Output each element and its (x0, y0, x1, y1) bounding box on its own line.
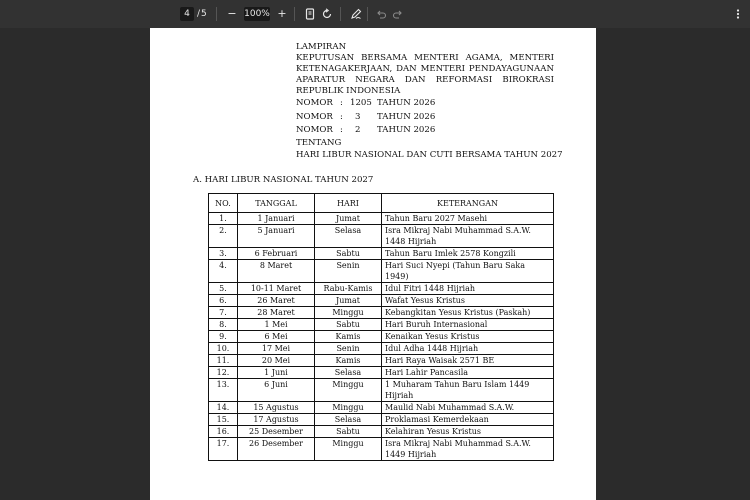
cell-keterangan: Wafat Yesus Kristus (382, 295, 554, 307)
page-separator: / (197, 9, 201, 19)
cell-no: 3. (209, 248, 238, 260)
cell-no: 6. (209, 295, 238, 307)
cell-keterangan: Kenaikan Yesus Kristus (382, 331, 554, 343)
nomor-colon: : (340, 112, 343, 122)
cell-hari: Sabtu (315, 248, 382, 260)
decree-title-line: KEPUTUSAN BERSAMA MENTERI AGAMA, MENTERI (296, 53, 554, 63)
cell-no: 16. (209, 426, 238, 438)
cell-hari: Senin (315, 260, 382, 283)
table-row (209, 343, 554, 355)
cell-no: 13. (209, 379, 238, 402)
header-hari: HARI (315, 194, 382, 213)
cell-no: 11. (209, 355, 238, 367)
cell-hari: Jumat (315, 213, 382, 225)
redo-icon[interactable] (392, 8, 404, 20)
decree-subject: HARI LIBUR NASIONAL DAN CUTI BERSAMA TAHUN 2027 (296, 150, 563, 160)
table-row (209, 379, 554, 402)
table-row (209, 402, 554, 414)
cell-no: 17. (209, 438, 238, 461)
table-row (209, 426, 554, 438)
cell-no: 9. (209, 331, 238, 343)
cell-tanggal: 6 Mei (238, 331, 315, 343)
nomor-colon: : (340, 98, 343, 108)
cell-tanggal: 28 Maret (238, 307, 315, 319)
cell-keterangan: Kebangkitan Yesus Kristus (Paskah) (382, 307, 554, 319)
cell-keterangan: Idul Fitri 1448 Hijriah (382, 283, 554, 295)
table-row (209, 414, 554, 426)
decree-title-line: APARATUR NEGARA DAN REFORMASI BIROKRASI (296, 75, 554, 85)
nomor-year: TAHUN 2026 (377, 98, 436, 108)
toolbar-divider (216, 7, 217, 21)
nomor-number: 2 (355, 125, 361, 135)
table-row (209, 355, 554, 367)
cell-hari: Minggu (315, 379, 382, 402)
holiday-table (208, 193, 554, 461)
cell-no: 7. (209, 307, 238, 319)
tentang-label: TENTANG (296, 138, 342, 148)
cell-no: 15. (209, 414, 238, 426)
decree-title-line: REPUBLIK INDONESIA (296, 86, 401, 96)
fit-page-icon[interactable] (304, 8, 316, 20)
cell-no: 8. (209, 319, 238, 331)
cell-no: 1. (209, 213, 238, 225)
cell-tanggal: 1 Januari (238, 213, 315, 225)
cell-no: 12. (209, 367, 238, 379)
current-page-input[interactable]: 4 (180, 7, 194, 21)
section-title: A. HARI LIBUR NASIONAL TAHUN 2027 (193, 175, 374, 185)
cell-tanggal: 17 Mei (238, 343, 315, 355)
cell-keterangan: Hari Suci Nyepi (Tahun Baru Saka 1949) (382, 260, 554, 283)
cell-tanggal: 25 Desember (238, 426, 315, 438)
cell-hari: Minggu (315, 307, 382, 319)
cell-keterangan: Proklamasi Kemerdekaan (382, 414, 554, 426)
table-row (209, 283, 554, 295)
toolbar-divider (367, 7, 368, 21)
rotate-icon[interactable] (321, 8, 333, 20)
nomor-label: NOMOR (296, 125, 333, 135)
cell-hari: Senin (315, 343, 382, 355)
cell-tanggal: 15 Agustus (238, 402, 315, 414)
table-row (209, 295, 554, 307)
cell-no: 14. (209, 402, 238, 414)
cell-keterangan: Tahun Baru Imlek 2578 Kongzili (382, 248, 554, 260)
table-row (209, 260, 554, 283)
cell-tanggal: 8 Maret (238, 260, 315, 283)
table-row (209, 331, 554, 343)
nomor-year: TAHUN 2026 (377, 125, 436, 135)
undo-icon[interactable] (375, 8, 387, 20)
table-row (209, 225, 554, 248)
cell-hari: Kamis (315, 355, 382, 367)
nomor-number: 3 (355, 112, 361, 122)
cell-keterangan: Hari Lahir Pancasila (382, 367, 554, 379)
cell-no: 5. (209, 283, 238, 295)
cell-no: 4. (209, 260, 238, 283)
nomor-label: NOMOR (296, 112, 333, 122)
cell-tanggal: 26 Maret (238, 295, 315, 307)
table-header-row (209, 194, 554, 213)
document-page (150, 28, 596, 500)
cell-tanggal: 20 Mei (238, 355, 315, 367)
cell-no: 2. (209, 225, 238, 248)
cell-keterangan: Isra Mikraj Nabi Muhammad S.A.W. 1448 Hijriah (382, 225, 554, 248)
table-row (209, 319, 554, 331)
table-row (209, 213, 554, 225)
nomor-label: NOMOR (296, 98, 333, 108)
cell-keterangan: Hari Raya Waisak 2571 BE (382, 355, 554, 367)
table-body (209, 213, 554, 461)
draw-icon[interactable] (350, 8, 362, 20)
cell-tanggal: 1 Mei (238, 319, 315, 331)
cell-no: 10. (209, 343, 238, 355)
nomor-year: TAHUN 2026 (377, 112, 436, 122)
cell-tanggal: 17 Agustus (238, 414, 315, 426)
cell-hari: Sabtu (315, 319, 382, 331)
pdf-toolbar (0, 0, 750, 28)
cell-hari: Minggu (315, 438, 382, 461)
cell-hari: Rabu-Kamis (315, 283, 382, 295)
header-no: NO. (209, 194, 238, 213)
cell-keterangan: Maulid Nabi Muhammad S.A.W. (382, 402, 554, 414)
zoom-out-button[interactable]: − (227, 7, 237, 20)
cell-keterangan: Tahun Baru 2027 Masehi (382, 213, 554, 225)
zoom-level-input[interactable]: 100% (244, 9, 270, 19)
cell-tanggal: 1 Juni (238, 367, 315, 379)
cell-hari: Sabtu (315, 426, 382, 438)
header-keterangan: KETERANGAN (382, 194, 554, 213)
header-tanggal: TANGGAL (238, 194, 315, 213)
nomor-number: 1205 (350, 98, 372, 108)
cell-tanggal: 26 Desember (238, 438, 315, 461)
nomor-colon: : (340, 125, 343, 135)
table-row (209, 307, 554, 319)
cell-hari: Minggu (315, 402, 382, 414)
cell-keterangan: Isra Mikraj Nabi Muhammad S.A.W. 1449 Hijriah (382, 438, 554, 461)
cell-hari: Kamis (315, 331, 382, 343)
table-row (209, 367, 554, 379)
cell-keterangan: Idul Adha 1448 Hijriah (382, 343, 554, 355)
cell-hari: Selasa (315, 225, 382, 248)
table-row (209, 438, 554, 461)
lampiran-heading: LAMPIRAN (296, 42, 347, 52)
cell-keterangan: 1 Muharam Tahun Baru Islam 1449 Hijriah (382, 379, 554, 402)
cell-hari: Selasa (315, 414, 382, 426)
cell-tanggal: 6 Juni (238, 379, 315, 402)
toolbar-divider (294, 7, 295, 21)
toolbar-divider (340, 7, 341, 21)
more-icon[interactable] (732, 8, 744, 20)
cell-keterangan: Hari Buruh Internasional (382, 319, 554, 331)
cell-keterangan: Kelahiran Yesus Kristus (382, 426, 554, 438)
cell-hari: Selasa (315, 367, 382, 379)
total-pages: 5 (201, 9, 207, 19)
cell-tanggal: 6 Februari (238, 248, 315, 260)
cell-hari: Jumat (315, 295, 382, 307)
cell-tanggal: 5 Januari (238, 225, 315, 248)
cell-tanggal: 10-11 Maret (238, 283, 315, 295)
table-row (209, 248, 554, 260)
zoom-in-button[interactable]: + (277, 7, 287, 20)
decree-title-line: KETENAGAKERJAAN, DAN MENTERI PENDAYAGUNAAN (296, 64, 554, 74)
